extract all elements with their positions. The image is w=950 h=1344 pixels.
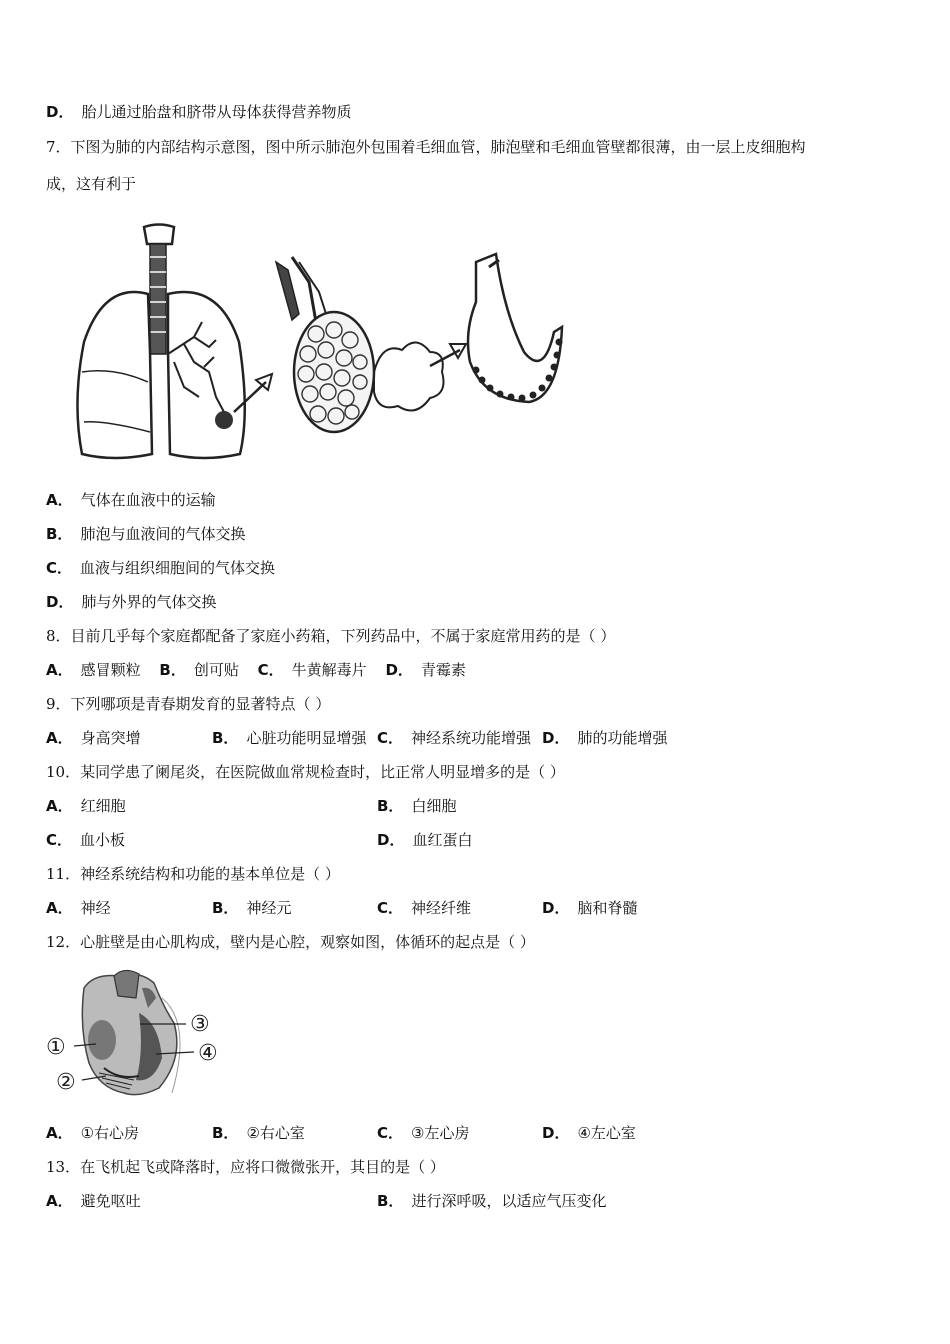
option-text: 血红蛋白 [412,831,473,849]
option-text: 肺的功能增强 [577,729,668,747]
q7-option-d[interactable] [46,592,216,612]
q12-option-d[interactable] [542,1123,636,1143]
option-letter: D． [46,593,74,611]
heart-label-1: ① [46,1035,66,1060]
option-text: 神经纤维 [411,899,472,917]
heart-label-3: ③ [190,1012,210,1037]
option-text: 神经系统功能增强 [411,729,532,747]
option-text: 神经 [80,899,111,917]
lung-structure-diagram [44,222,584,467]
heart-label-4: ④ [198,1041,218,1066]
option-text: 气体在血液中的运输 [80,491,216,509]
q11-option-b[interactable] [212,898,291,918]
q10-stem: 10．某同学患了阑尾炎，在医院做血常规检查时，比正常人明显增多的是（ ） [46,763,565,781]
q13-stem: 13．在飞机起飞或降落时，应将口微微张开，其目的是（ ） [46,1158,445,1176]
option-text: 红细胞 [80,797,126,815]
q7-stem-line2: 成，这有利于 [46,175,137,193]
heart-label-2: ② [56,1070,76,1095]
option-letter: C． [377,729,404,747]
q8-option-c[interactable] [258,661,367,679]
q9-stem: 9．下列哪项是青春期发育的显著特点（ ） [46,695,331,713]
option-letter: D． [542,729,570,747]
q11-stem: 11．神经系统结构和功能的基本单位是（ ） [46,865,340,883]
q7-option-c[interactable] [46,558,275,578]
option-text: ③左心房 [411,1124,470,1142]
heart-diagram [44,968,244,1103]
option-letter: A． [46,1124,73,1142]
option-text: ④左心室 [577,1124,636,1142]
q8-option-d[interactable] [385,661,465,679]
q8-option-b[interactable] [159,661,238,679]
q11-option-a[interactable] [46,898,111,918]
q7-option-b[interactable] [46,524,245,544]
option-letter: C． [46,831,73,849]
option-letter: A． [46,729,73,747]
option-letter: B． [159,661,186,679]
option-text: 肺与外界的气体交换 [81,593,217,611]
option-letter: C． [377,1124,404,1142]
option-text: 牛黄解毒片 [291,661,367,679]
option-letter: D． [542,1124,570,1142]
option-text: 身高突增 [80,729,141,747]
option-letter: D． [385,661,413,679]
option-text: 肺泡与血液间的气体交换 [80,525,246,543]
option-letter: A． [46,491,73,509]
option-text: 脑和脊髓 [577,899,638,917]
option-letter: C． [377,899,404,917]
q10-option-a[interactable] [46,796,126,816]
q8-options [46,660,466,680]
option-text: 血液与组织细胞间的气体交换 [80,559,276,577]
option-text: 神经元 [246,899,292,917]
option-text: 心脏功能明显增强 [246,729,367,747]
option-letter: C． [257,661,284,679]
q9-option-b[interactable] [212,728,366,748]
option-letter: A． [46,899,73,917]
option-text: 创可贴 [193,661,239,679]
option-text: 青霉素 [420,661,466,679]
option-text: 白细胞 [411,797,457,815]
option-letter: D． [46,103,74,121]
q11-option-d[interactable] [542,898,637,918]
q12-option-a[interactable] [46,1123,139,1143]
option-letter: B． [212,729,239,747]
q13-option-b[interactable] [377,1191,606,1211]
option-letter: A． [46,1192,73,1210]
option-letter: A． [46,661,73,679]
q9-option-a[interactable] [46,728,141,748]
option-text: 感冒颗粒 [80,661,141,679]
option-letter: B． [377,1192,404,1210]
q10-option-c[interactable] [46,830,125,850]
option-letter: B． [212,1124,239,1142]
q13-option-a[interactable] [46,1191,141,1211]
q8-option-a[interactable] [46,661,141,679]
q12-stem: 12．心脏壁是由心肌构成，壁内是心腔，观察如图，体循环的起点是（ ） [46,933,535,951]
q12-option-c[interactable] [377,1123,469,1143]
option-text: 血小板 [80,831,126,849]
q12-option-b[interactable] [212,1123,305,1143]
option-letter: D． [377,831,405,849]
option-letter: B． [377,797,404,815]
q9-option-c[interactable] [377,728,531,748]
option-text: 胎儿通过胎盘和脐带从母体获得营养物质 [81,103,352,121]
option-letter: B． [46,525,73,543]
option-letter: A． [46,797,73,815]
q6-option-d [46,102,351,122]
q11-option-c[interactable] [377,898,471,918]
q8-stem: 8．目前几乎每个家庭都配备了家庭小药箱，下列药品中，不属于家庭常用药的是（ ） [46,627,616,645]
q7-stem-line1: 7．下图为肺的内部结构示意图，图中所示肺泡外包围着毛细血管，肺泡壁和毛细血管壁都很薄，由一层上皮细胞构 [46,138,806,156]
option-text: 进行深呼吸，以适应气压变化 [411,1192,607,1210]
q10-option-d[interactable] [377,830,472,850]
option-text: 避免呕吐 [80,1192,141,1210]
q9-option-d[interactable] [542,728,667,748]
q10-option-b[interactable] [377,796,456,816]
option-text: ②右心室 [246,1124,305,1142]
option-letter: C． [46,559,73,577]
q7-option-a[interactable] [46,490,216,510]
option-text: ①右心房 [80,1124,140,1142]
option-letter: D． [542,899,570,917]
option-letter: B． [212,899,239,917]
